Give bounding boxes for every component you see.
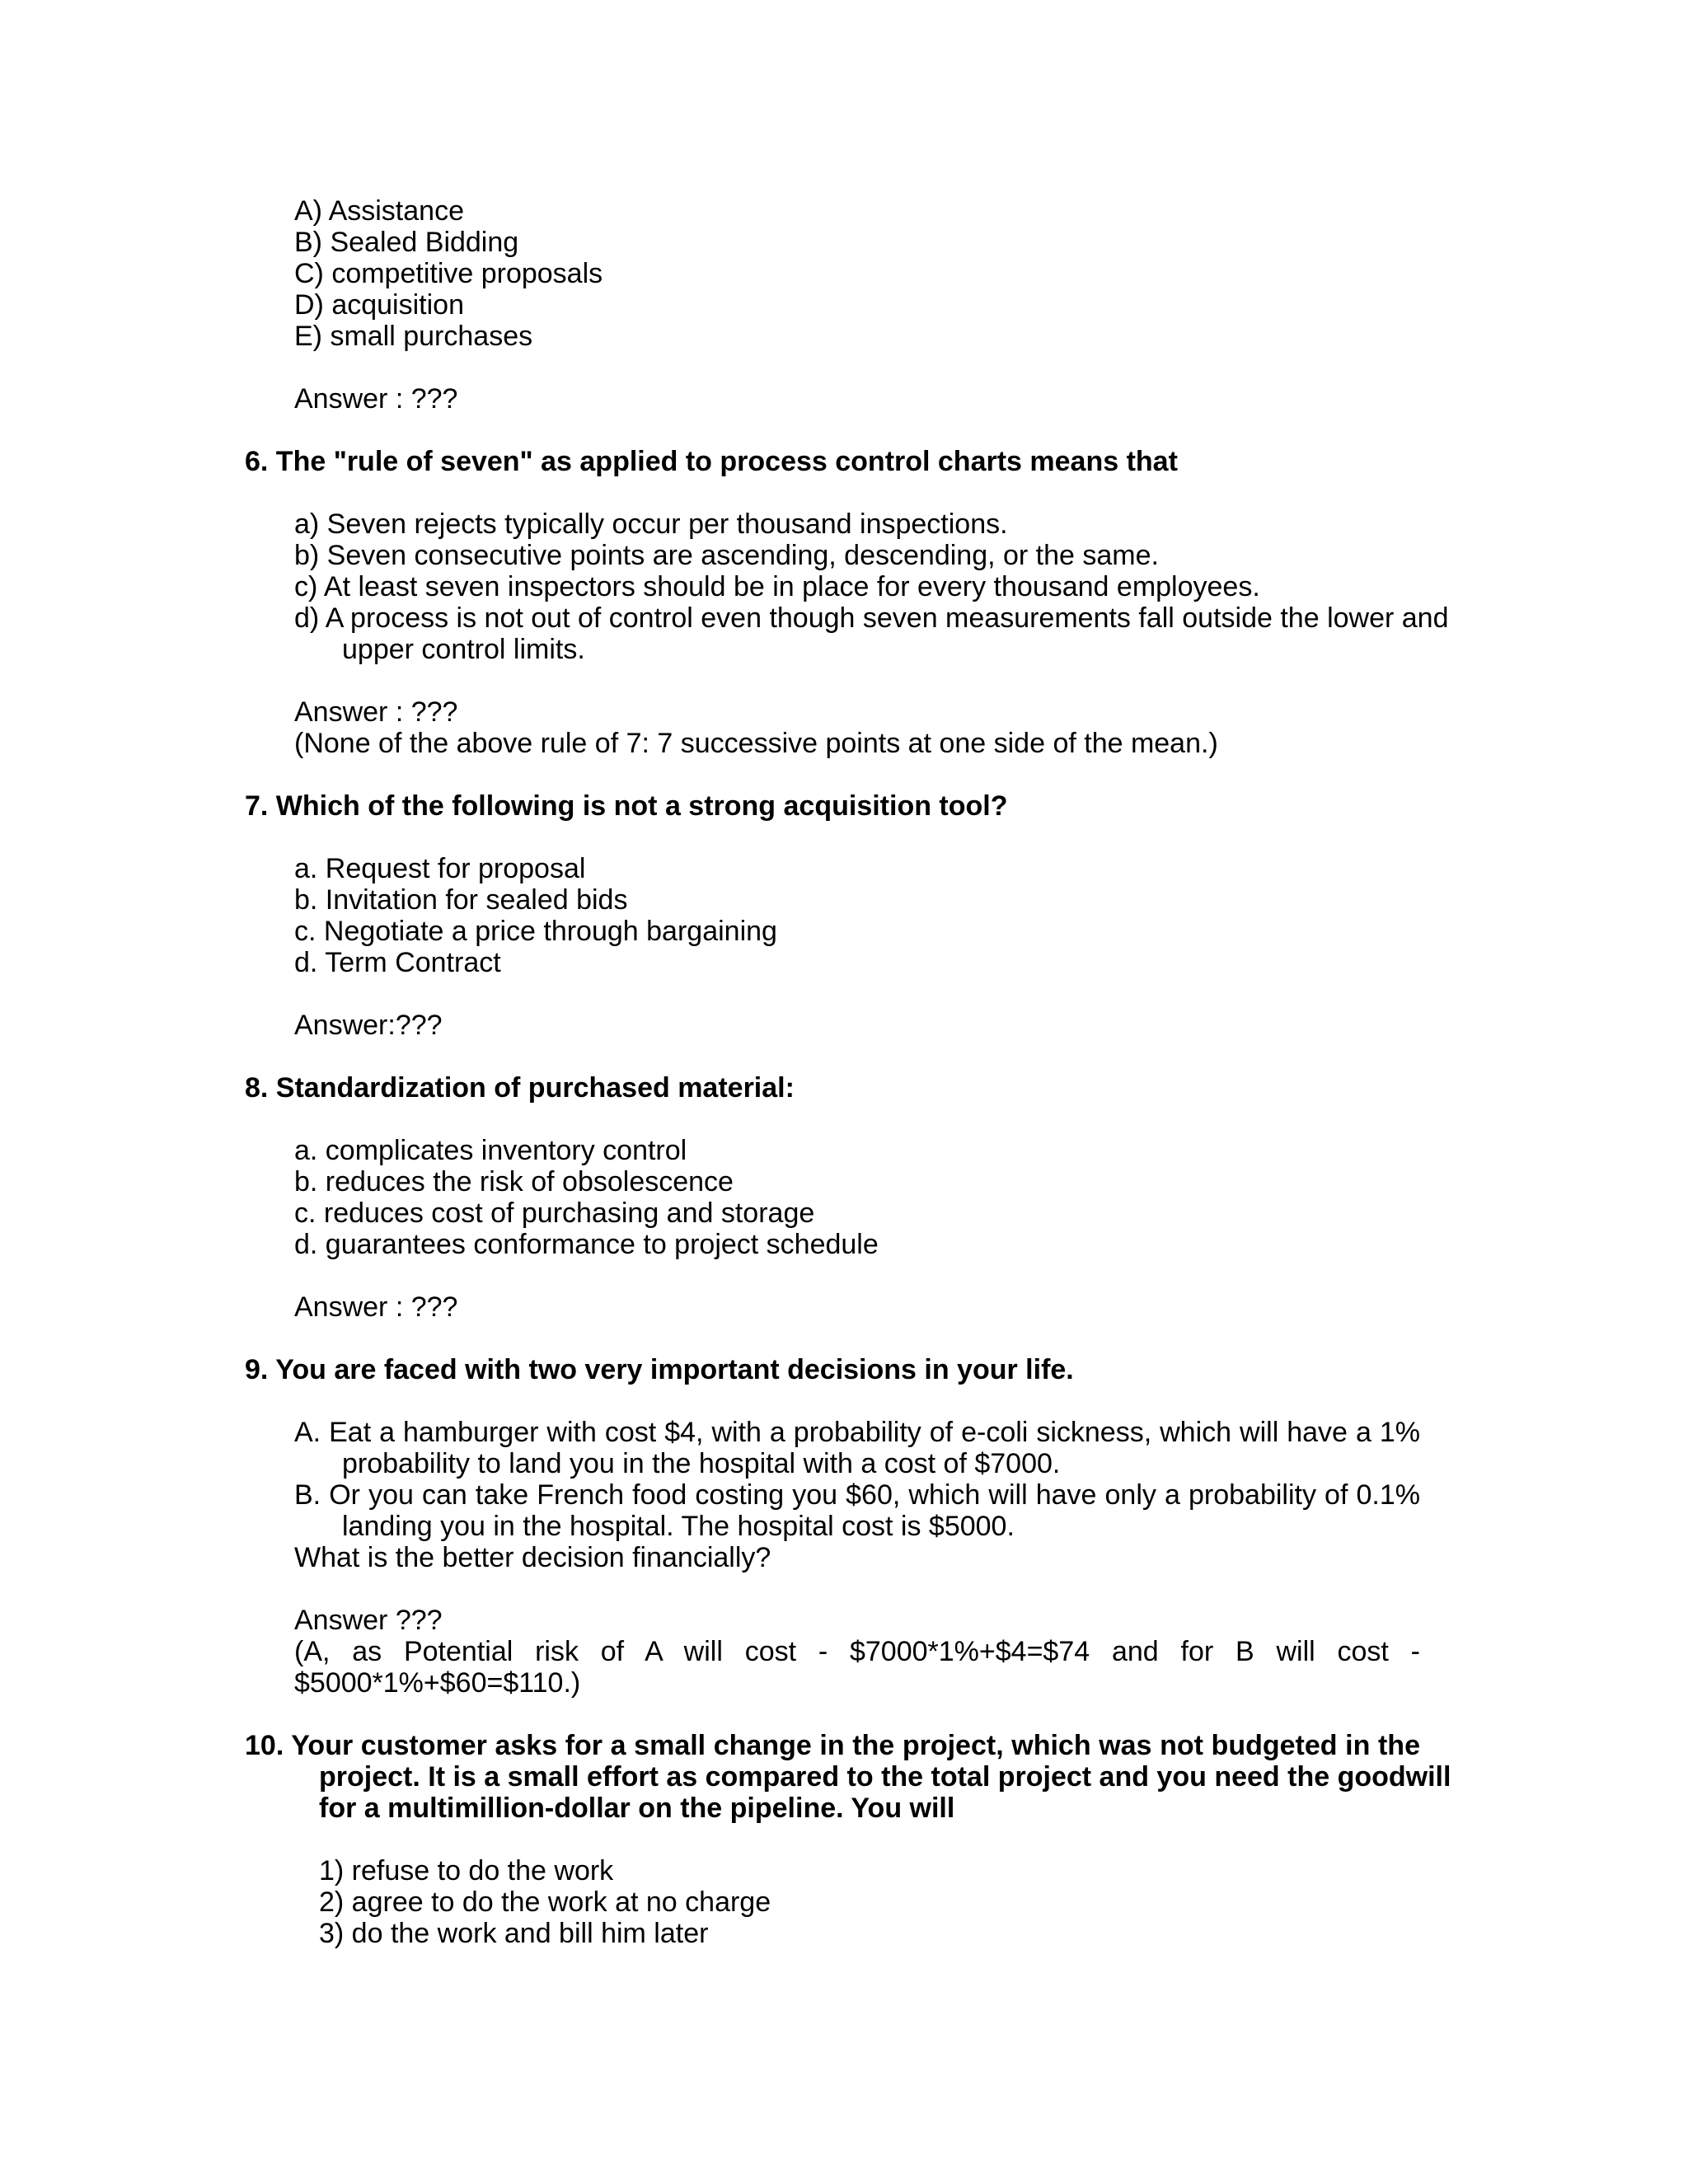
question-7: 7. Which of the following is not a strong acquisition tool? — [245, 790, 1008, 822]
answer-6-note: (None of the above rule of 7: 7 successive points at one side of the mean.) — [294, 728, 1218, 759]
q7-option-d: d. Term Contract — [294, 947, 501, 978]
question-9: 9. You are faced with two very important decisions in your life. — [245, 1354, 1074, 1385]
q6-option-d-continuation: upper control limits. — [342, 634, 585, 665]
q10-option-1: 1) refuse to do the work — [319, 1855, 614, 1886]
answer-8: Answer : ??? — [294, 1291, 458, 1323]
option-b: B) Sealed Bidding — [294, 227, 519, 258]
q7-option-b: b. Invitation for sealed bids — [294, 884, 628, 916]
q6-option-d: d) A process is not out of control even though seven measurements fall outside the lower and — [294, 602, 1449, 634]
q10-option-3: 3) do the work and bill him later — [319, 1918, 709, 1949]
q7-option-c: c. Negotiate a price through bargaining — [294, 916, 777, 947]
q8-option-b: b. reduces the risk of obsolescence — [294, 1166, 734, 1197]
question-6: 6. The "rule of seven" as applied to process control charts means that — [245, 446, 1178, 477]
option-a: A) Assistance — [294, 195, 464, 227]
q8-option-d: d. guarantees conformance to project schedule — [294, 1229, 879, 1260]
answer-9: Answer ??? — [294, 1605, 443, 1636]
option-c: C) competitive proposals — [294, 258, 603, 289]
q6-option-c: c) At least seven inspectors should be in place for every thousand employees. — [294, 571, 1260, 602]
question-10-line-3: for a multimillion-dollar on the pipeline. You will — [319, 1793, 955, 1824]
q9-option-b: B. Or you can take French food costing you $60, which will have only a probability of 0.1% — [294, 1479, 1420, 1511]
q8-option-c: c. reduces cost of purchasing and storage — [294, 1197, 815, 1229]
question-10-line-2: project. It is a small effort as compared to the total project and you need the goodwill — [319, 1761, 1451, 1793]
answer-9-explanation: (A, as Potential risk of A will cost - $7000*1%+$4=$74 and for B will cost - — [294, 1636, 1420, 1667]
q10-option-2: 2) agree to do the work at no charge — [319, 1886, 771, 1918]
question-10: 10. Your customer asks for a small change in the project, which was not budgeted in the — [245, 1730, 1420, 1761]
answer-7: Answer:??? — [294, 1010, 443, 1041]
answer-9-explanation-continuation: $5000*1%+$60=$110.) — [294, 1667, 581, 1699]
q8-option-a: a. complicates inventory control — [294, 1135, 687, 1166]
q7-option-a: a. Request for proposal — [294, 853, 586, 884]
q9-prompt: What is the better decision financially? — [294, 1542, 771, 1573]
answer-5: Answer : ??? — [294, 383, 458, 415]
q9-option-a: A. Eat a hamburger with cost $4, with a probability of e-coli sickness, which will have a 1% — [294, 1417, 1420, 1448]
option-e: E) small purchases — [294, 321, 533, 352]
answer-6: Answer : ??? — [294, 696, 458, 728]
question-8: 8. Standardization of purchased material: — [245, 1072, 795, 1104]
option-d: D) acquisition — [294, 289, 464, 321]
q9-option-b-continuation: landing you in the hospital. The hospital cost is $5000. — [342, 1511, 1015, 1542]
q9-option-a-continuation: probability to land you in the hospital with a cost of $7000. — [342, 1448, 1061, 1479]
q6-option-a: a) Seven rejects typically occur per thousand inspections. — [294, 509, 1008, 540]
q6-option-b: b) Seven consecutive points are ascending, descending, or the same. — [294, 540, 1159, 571]
